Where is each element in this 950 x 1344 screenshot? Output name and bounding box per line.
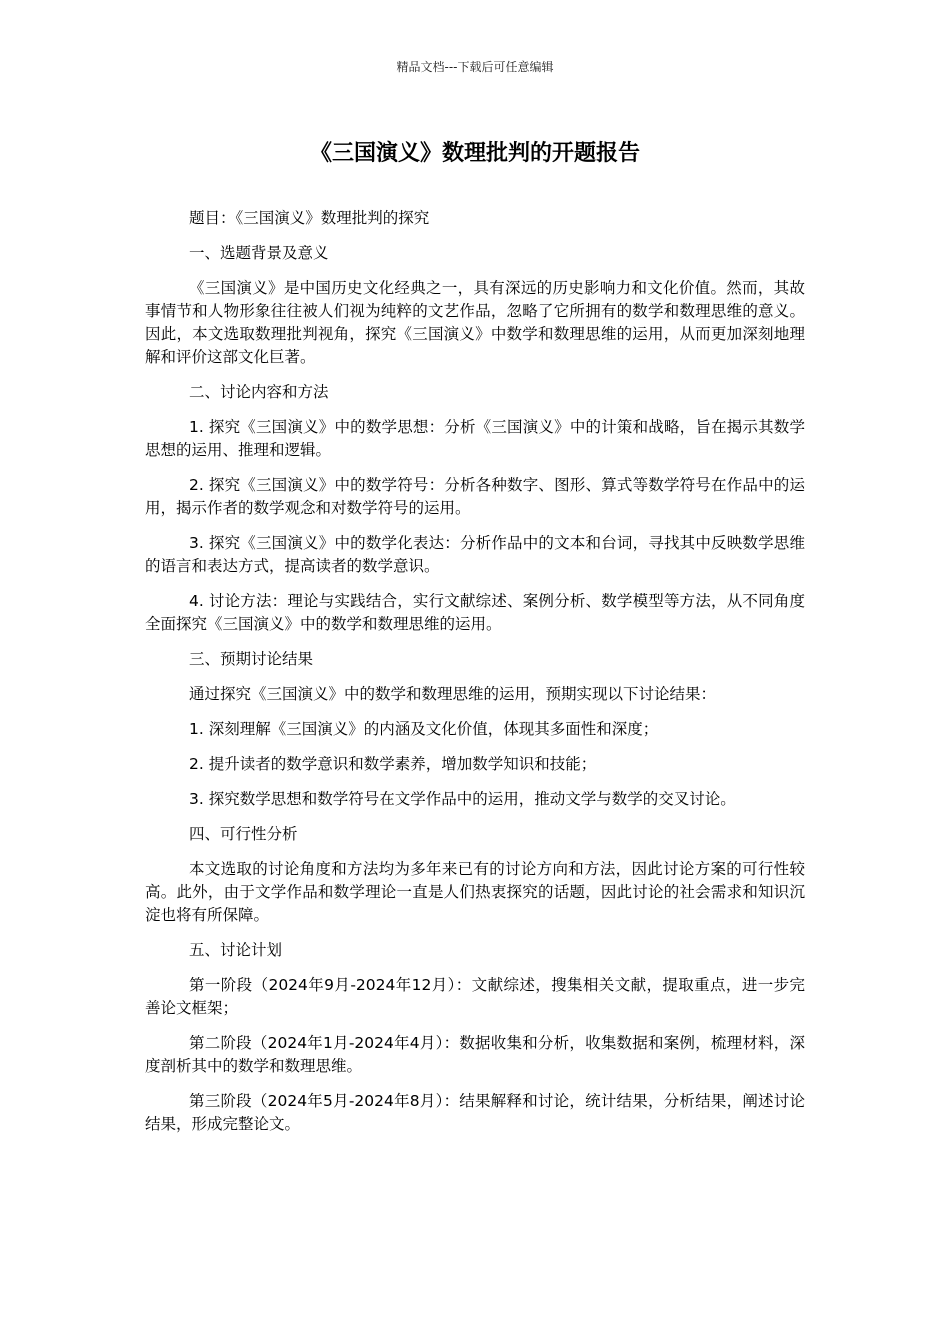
section-heading-expected-results: 三、预期讨论结果 [189,650,314,668]
document-body [145,207,805,1148]
document-title: 《三国演义》数理批判的开题报告 [309,141,640,166]
content-item-4: 4. 讨论方法：理论与实践结合，实行文献综述、案例分析、数学模型等方法，从不同角度全面探究《三国演义》中的数学和数理思维的运用。 [145,592,805,633]
content-item-3: 3. 探究《三国演义》中的数学化表达：分析作品中的文本和台词，寻找其中反映数学思维的语言和表达方式，提高读者的数学意识。 [145,534,805,575]
topic-line: 题目：《三国演义》数理批判的探究 [189,209,430,227]
plan-stage-1: 第一阶段（2024年9月-2024年12月）：文献综述，搜集相关文献，提取重点，进一步完善论文框架； [145,976,805,1017]
section-heading-background: 一、选题背景及意义 [189,244,329,262]
section-heading-feasibility: 四、可行性分析 [189,825,298,843]
page-header: 精品文档---下载后可任意编辑 [396,60,554,74]
expected-results-intro: 通过探究《三国演义》中的数学和数理思维的运用，预期实现以下讨论结果： [189,685,717,703]
content-item-2: 2. 探究《三国演义》中的数学符号：分析各种数字、图形、算式等数学符号在作品中的运用，揭示作者的数学观念和对数学符号的运用。 [145,476,805,517]
expected-result-1: 1. 深刻理解《三国演义》的内涵及文化价值，体现其多面性和深度； [189,720,659,738]
section-heading-content-method: 二、讨论内容和方法 [189,383,329,401]
background-paragraph: 《三国演义》是中国历史文化经典之一，具有深远的历史影响力和文化价值。然而，其故事情节和人物形象往往被人们视为纯粹的文艺作品，忽略了它所拥有的数学和数理思维的意义。因此，本文选取数理批判视角，探究《三国演义》中数学和数理思维的运用，从而更加深刻地理解和评价这部文化巨著。 [145,279,805,366]
expected-result-2: 2. 提升读者的数学意识和数学素养，增加数学知识和技能； [189,755,597,773]
plan-stage-2: 第二阶段（2024年1月-2024年4月）：数据收集和分析，收集数据和案例，梳理材料，深度剖析其中的数学和数理思维。 [145,1034,805,1075]
content-item-1: 1. 探究《三国演义》中的数学思想：分析《三国演义》中的计策和战略，旨在揭示其数学思想的运用、推理和逻辑。 [145,418,805,459]
plan-stage-3: 第三阶段（2024年5月-2024年8月）：结果解释和讨论，统计结果，分析结果，阐述讨论结果，形成完整论文。 [145,1092,805,1133]
feasibility-paragraph: 本文选取的讨论角度和方法均为多年来已有的讨论方向和方法，因此讨论方案的可行性较高。此外，由于文学作品和数学理论一直是人们热衷探究的话题，因此讨论的社会需求和知识沉淀也将有所保障。 [145,860,805,924]
expected-result-3: 3. 探究数学思想和数学符号在文学作品中的运用，推动文学与数学的交叉讨论。 [189,790,736,808]
section-heading-plan: 五、讨论计划 [189,941,283,959]
